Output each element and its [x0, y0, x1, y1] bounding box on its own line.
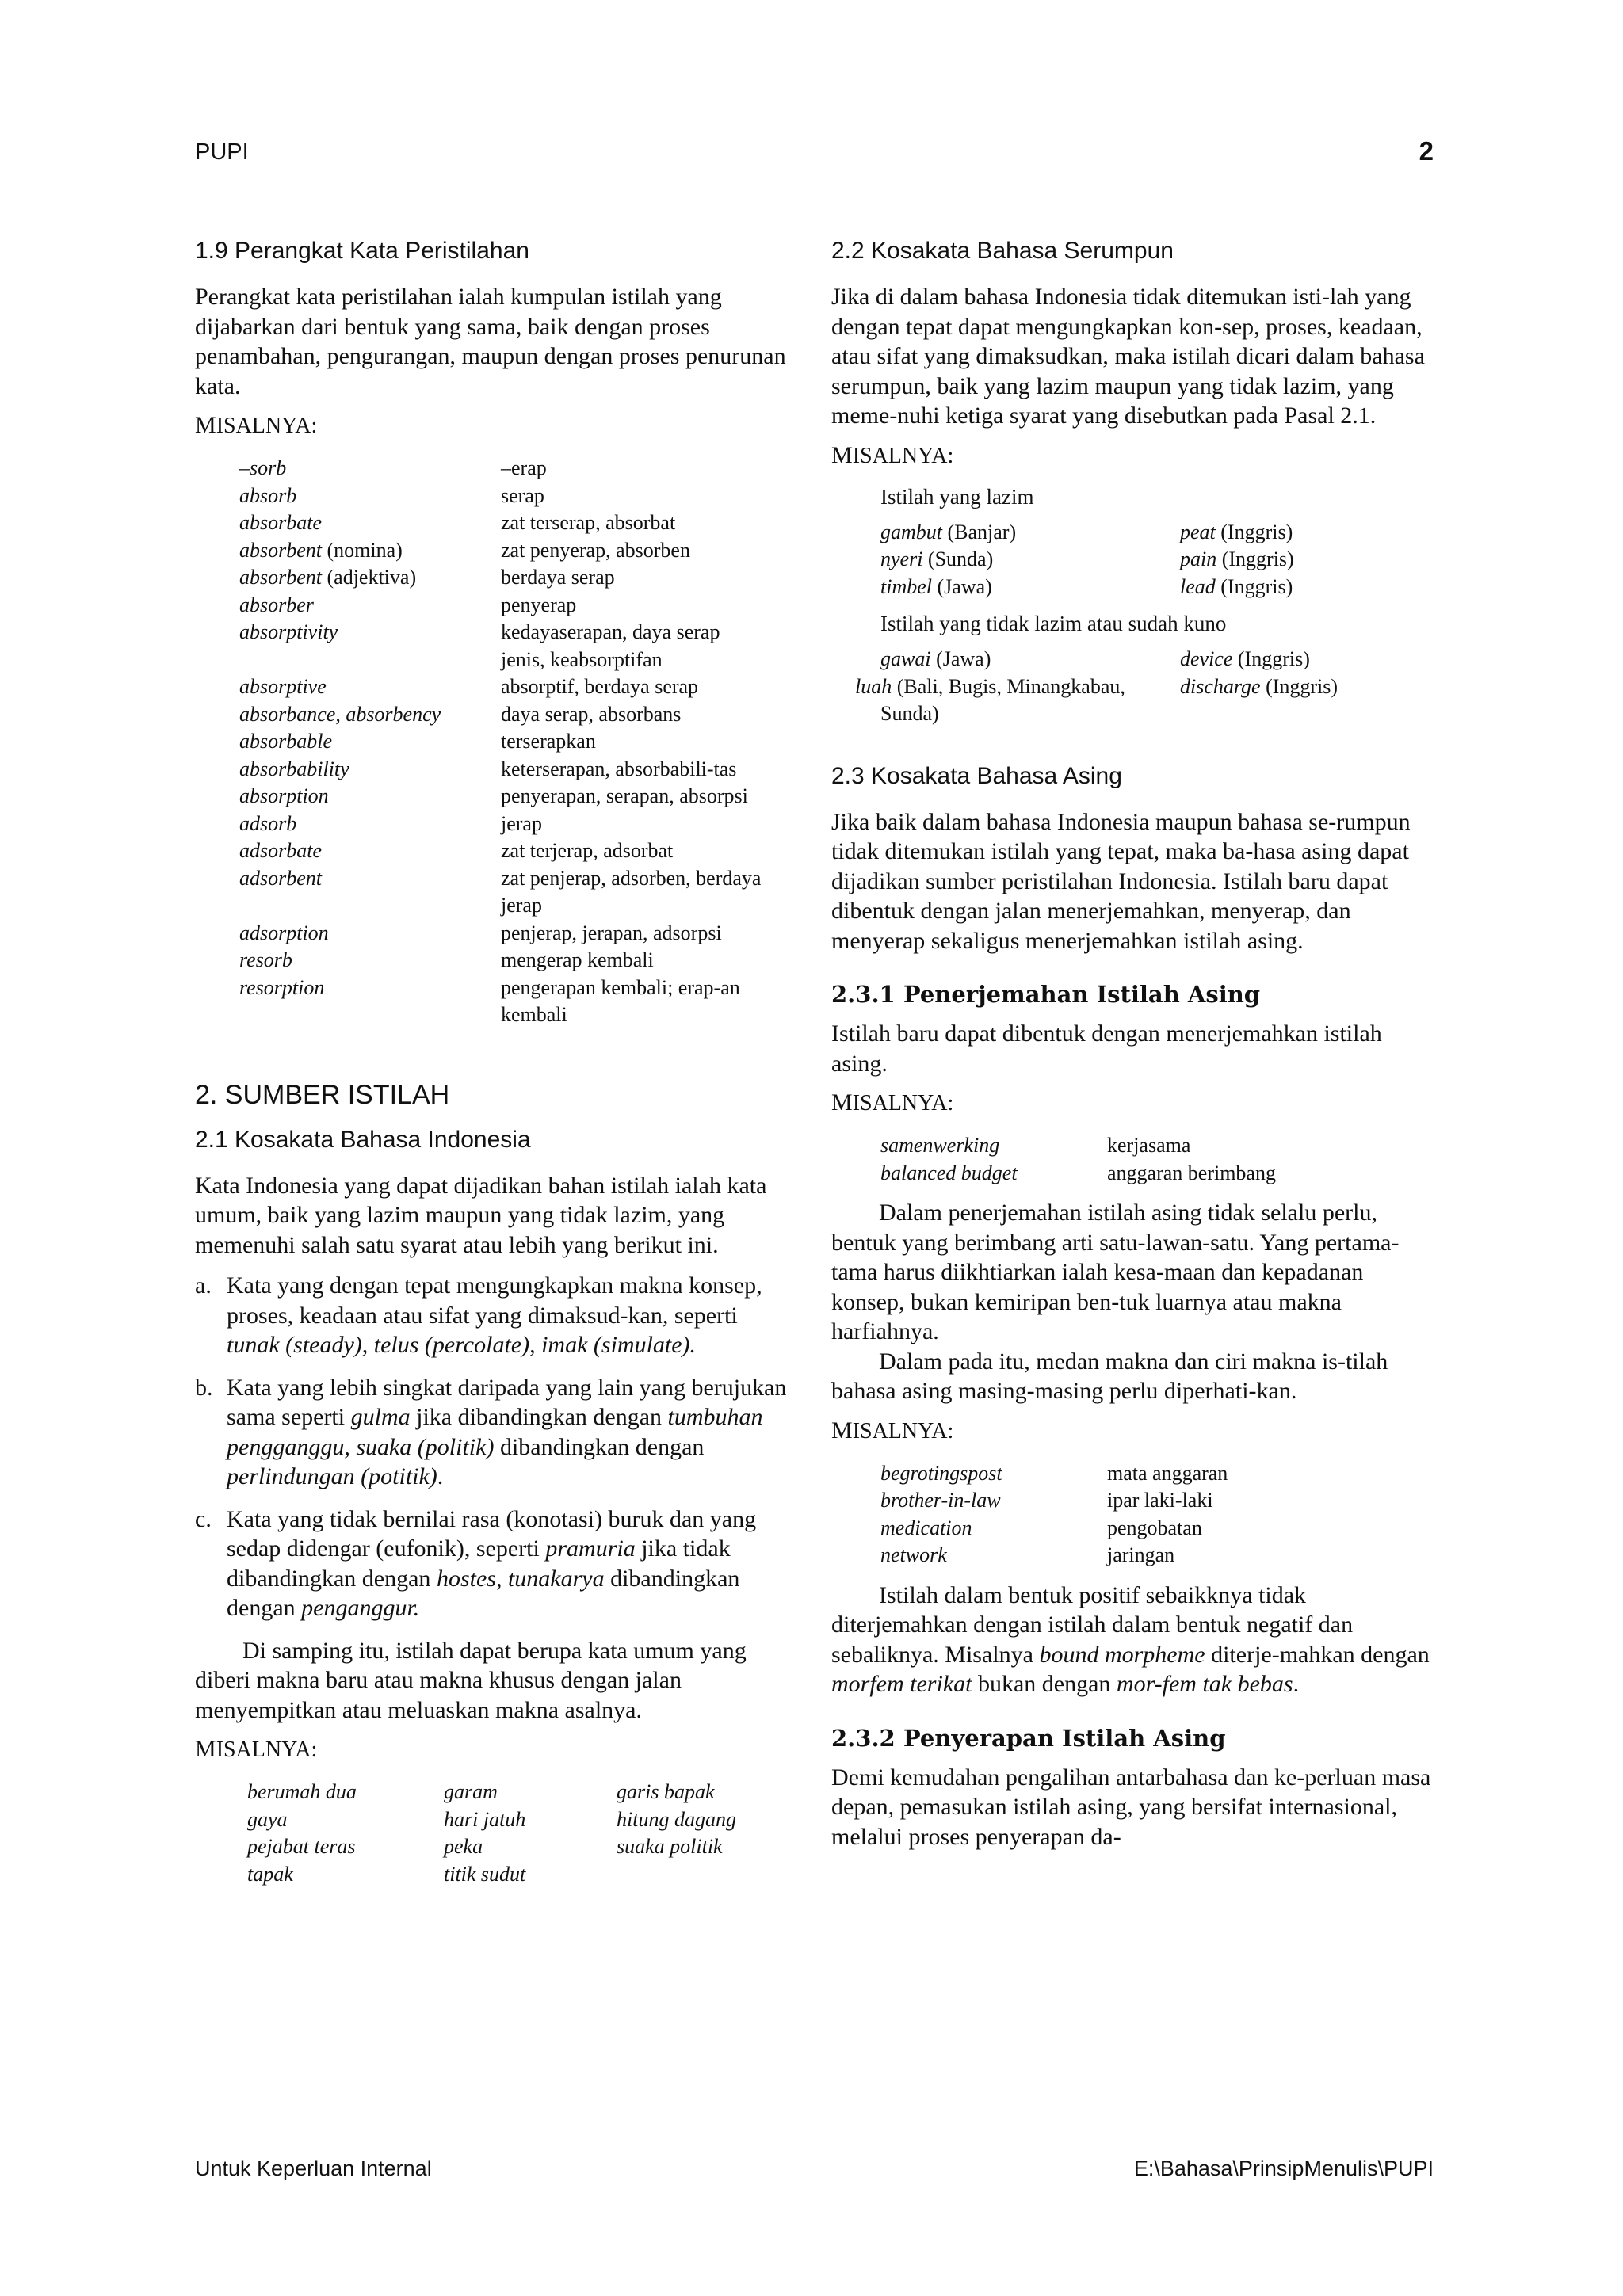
table-row: [239, 455, 762, 482]
misalnya-label: MISALNYA:: [831, 1089, 954, 1116]
gloss-cell: penyerapan, serapan, absorpsi: [501, 784, 748, 807]
word-cell: gaya: [247, 1807, 288, 1831]
word-cell: [617, 1861, 791, 1889]
gloss-cell: zat penjerap, adsorben, berdaya jerap: [501, 866, 762, 917]
section-2-3-1-p1: Dalam penerjemahan istilah asing tidak selalu perlu, bentuk yang berimbang arti satu-lawan-satu. Yang pertama-tama harus diikhtiarkan ialah kesa-maan dan kepadanan konsep, bukan kemiripan ben-tuk luarnya atau makna harfiahnya.: [831, 1199, 1400, 1344]
table-row: [247, 1779, 791, 1806]
table-row: [880, 546, 1418, 574]
table-row: [239, 673, 762, 701]
section-2-3-1-text: Istilah baru dapat dibentuk dengan menerjemahkan istilah asing.: [831, 1020, 1382, 1077]
section-2-2-text: Jika di dalam bahasa Indonesia tidak ditemukan isti-lah yang dengan tepat dapat mengungkapkan kon-sep, proses, keadaan, atau sifat yang dimaksudkan, maka istilah dicari dalam bahasa serumpun, baik yang lazim maupun yang tidak lazim, yang meme-nuhi ketiga syarat yang disebutkan pada Pasal 2.1.: [831, 284, 1425, 429]
table-row: [239, 592, 762, 620]
gloss-cell: penjerap, jerapan, adsorpsi: [501, 921, 722, 944]
term-cell: absorbate: [239, 511, 322, 534]
foreign-term-cell: balanced budget: [880, 1161, 1018, 1184]
table-row: [247, 1833, 791, 1861]
term-cell: absorber: [239, 593, 314, 616]
misalnya-label: MISALNYA:: [195, 412, 318, 438]
gloss-cell: zat penyerap, absorben: [501, 538, 690, 562]
word-cell: pejabat teras: [247, 1835, 356, 1858]
indonesian-word-cell: timbel (Jawa): [880, 574, 992, 598]
table-row: [239, 756, 762, 784]
foreign-term-cell: medication: [880, 1516, 972, 1539]
table-row: [239, 509, 762, 537]
table-row: [239, 974, 762, 1029]
table-row: [239, 728, 762, 756]
page-number: 2: [1419, 136, 1434, 166]
criteria-b: b. Kata yang lebih singkat daripada yang lain yang berujukan sama seperti gulma jika dibandingkan dengan tumbuhan pengganggu, suaka (politik) dibandingkan dengan perlindungan (potitik).: [195, 1374, 787, 1489]
gloss-cell: absorptif, berdaya serap: [501, 675, 699, 698]
section-2-3-2-text: Demi kemudahan pengalihan antarbahasa dan ke-perluan masa depan, pemasukan istilah asing, yang bersifat internasional, melalui proses penyerapan da-: [831, 1764, 1431, 1850]
gloss-cell: berdaya serap: [501, 566, 615, 589]
table-row: [880, 646, 1418, 673]
subheading-lazim: Istilah yang lazim: [880, 484, 1034, 509]
right-column: [831, 238, 1431, 1863]
gloss-cell: terserapkan: [501, 730, 596, 753]
section-2-3-1-p3: Istilah dalam bentuk positif sebaikknya tidak diterjemahkan dengan istilah dalam bentuk negatif dan sebaliknya. Misalnya bound morpheme diterje-mahkan dengan morfem terikat bukan dengan mor-fem tak bebas.: [831, 1581, 1430, 1697]
gloss-cell: mengerap kembali: [501, 948, 654, 971]
table-row: [239, 783, 762, 810]
term-cell: absorb: [239, 483, 297, 507]
foreign-term-cell: begrotingspost: [880, 1461, 1002, 1485]
english-word-cell: device (Inggris): [1180, 647, 1310, 670]
term-cell: absorptive: [239, 675, 327, 698]
section-1-9-text: Perangkat kata peristilahan ialah kumpulan istilah yang dijabarkan dari bentuk yang sama, baik dengan proses penambahan, pengurangan, maupun dengan proses penurunan kata.: [195, 284, 786, 399]
word-cell: garam: [444, 1780, 498, 1803]
term-cell: absorbance, absorbency: [239, 702, 441, 726]
term-cell: absorbent (adjektiva): [239, 566, 417, 589]
section-2-1-text: Kata Indonesia yang dapat dijadikan bahan istilah ialah kata umum, baik yang lazim maupun yang tidak lazim, yang memenuhi salah satu syarat atau lebih yang berikut ini.: [195, 1172, 767, 1258]
translation-table-2: [880, 1460, 1408, 1569]
gloss-cell: daya serap, absorbans: [501, 702, 682, 726]
gloss-cell: jerap: [501, 811, 542, 835]
serumpun-table-lazim: [880, 519, 1418, 601]
section-2-1-title: 2.1 Kosakata Bahasa Indonesia: [195, 1126, 531, 1153]
term-table-1-9: [239, 455, 762, 1029]
word-cell: garis bapak: [617, 1780, 715, 1803]
english-word-cell: lead (Inggris): [1180, 574, 1293, 598]
gloss-cell: zat terjerap, adsorbat: [501, 839, 674, 862]
english-word-cell: discharge (Inggris): [1180, 674, 1338, 698]
table-row: [247, 1861, 791, 1889]
section-2-3-1-p2: Dalam pada itu, medan makna dan ciri makna is-tilah bahasa asing masing-masing perlu diperhati-kan.: [831, 1348, 1388, 1404]
word-cell: hari jatuh: [444, 1807, 526, 1831]
criteria-a: a. Kata yang dengan tepat mengungkapkan makna konsep, proses, keadaan atau sifat yang dimaksud-kan, seperti tunak (steady), telus (percolate), imak (simulate).: [195, 1272, 762, 1358]
gloss-cell: pengobatan: [1107, 1516, 1202, 1539]
table-row: [239, 482, 762, 510]
gloss-cell: zat terserap, absorbat: [501, 511, 676, 534]
section-2-3-2-title: 2.3.2 Penyerapan Istilah Asing: [831, 1724, 1226, 1752]
gloss-cell: anggaran berimbang: [1107, 1161, 1276, 1184]
section-2-3-1-title: 2.3.1 Penerjemahan Istilah Asing: [831, 981, 1261, 1008]
table-row: [239, 865, 762, 920]
criteria-list: [195, 1271, 795, 1623]
table-row: [880, 1160, 1408, 1188]
table-row: [239, 619, 762, 673]
misalnya-label: MISALNYA:: [195, 1736, 318, 1762]
table-row: [880, 673, 1418, 728]
gloss-cell: kerjasama: [1107, 1134, 1191, 1157]
table-row: [880, 1487, 1408, 1515]
term-cell: absorption: [239, 784, 329, 807]
section-1-9-title: 1.9 Perangkat Kata Peristilahan: [195, 238, 529, 264]
table-row: [880, 574, 1418, 601]
gloss-cell: penyerap: [501, 593, 577, 616]
word-cell: berumah dua: [247, 1780, 357, 1803]
footer-left: Untuk Keperluan Internal: [195, 2157, 432, 2180]
term-cell: adsorbent: [239, 866, 322, 890]
indonesian-word-cell: luah (Bali, Bugis, Minangkabau, Sunda): [855, 674, 1125, 725]
table-row: [239, 837, 762, 865]
serumpun-table-kuno: [855, 646, 1418, 728]
table-row: [239, 810, 762, 838]
gloss-cell: –erap: [501, 456, 547, 479]
serumpun-examples: [855, 484, 1431, 728]
table-row: [880, 519, 1418, 547]
table-row: [239, 537, 762, 565]
gloss-cell: mata anggaran: [1107, 1461, 1228, 1485]
section-2-3-title: 2.3 Kosakata Bahasa Asing: [831, 762, 1122, 789]
section-2-2-title: 2.2 Kosakata Bahasa Serumpun: [831, 238, 1174, 264]
english-word-cell: peat (Inggris): [1180, 520, 1293, 543]
term-cell: absorptivity: [239, 620, 338, 643]
word-cell: suaka politik: [617, 1835, 723, 1858]
term-cell: resorb: [239, 948, 292, 971]
subheading-tidak-lazim: Istilah yang tidak lazim atau sudah kuno: [880, 612, 1227, 635]
table-row: [247, 1806, 791, 1834]
section-2-1-text2: Di samping itu, istilah dapat berupa kata umum yang diberi makna baru atau makna khusus dengan jalan menyempitkan atau meluaskan makna asalnya.: [195, 1637, 747, 1723]
gloss-cell: jaringan: [1107, 1543, 1175, 1566]
misalnya-label: MISALNYA:: [831, 1417, 954, 1444]
translation-table-1: [880, 1132, 1408, 1187]
term-cell: resorption: [239, 975, 325, 999]
term-cell: adsorption: [239, 921, 329, 944]
misalnya-label: MISALNYA:: [831, 441, 954, 468]
indonesian-word-cell: gawai (Jawa): [880, 647, 991, 670]
section-2-title: 2. SUMBER ISTILAH: [195, 1079, 450, 1110]
indonesian-word-cell: gambut (Banjar): [880, 520, 1017, 543]
table-row: [239, 920, 762, 948]
indonesian-word-cell: nyeri (Sunda): [880, 547, 994, 570]
term-cell: absorbability: [239, 757, 349, 780]
footer-right: E:\Bahasa\PrinsipMenulis\PUPI: [1133, 2157, 1434, 2180]
header-title: PUPI: [195, 139, 249, 165]
english-word-cell: pain (Inggris): [1180, 547, 1294, 570]
word-cell: tapak: [247, 1862, 293, 1886]
gloss-cell: pengerapan kembali; erap-an kembali: [501, 975, 740, 1026]
word-cell: hitung dagang: [617, 1807, 736, 1831]
term-cell: –sorb: [239, 456, 287, 479]
term-cell: absorbent (nomina): [239, 538, 403, 562]
table-row: [239, 947, 762, 974]
gloss-cell: serap: [501, 483, 544, 507]
table-row: [239, 564, 762, 592]
gloss-cell: kedayaserapan, daya serap jenis, keabsorptifan: [501, 620, 720, 671]
foreign-term-cell: brother-in-law: [880, 1489, 1001, 1512]
gloss-cell: keterserapan, absorbabili-tas: [501, 757, 737, 780]
foreign-term-cell: samenwerking: [880, 1134, 1000, 1157]
term-cell: absorbable: [239, 730, 332, 753]
table-row: [880, 1515, 1408, 1543]
table-row: [239, 701, 762, 729]
term-cell: adsorbate: [239, 839, 322, 862]
table-row: [880, 1460, 1408, 1488]
term-cell: adsorb: [239, 811, 297, 835]
left-column: [195, 238, 795, 1888]
foreign-term-cell: network: [880, 1543, 947, 1566]
table-row: [880, 1132, 1408, 1160]
word-cell: peka: [444, 1835, 483, 1858]
word-table-2-1: [247, 1779, 791, 1888]
table-row: [880, 1542, 1408, 1569]
criteria-c: c. Kata yang tidak bernilai rasa (konotasi) buruk dan yang sedap didengar (eufonik), seperti pramuria jika tidak dibandingkan dengan hostes, tunakarya dibandingkan dengan penganggur.: [195, 1505, 757, 1621]
section-2-3-text: Jika baik dalam bahasa Indonesia maupun bahasa se-rumpun tidak ditemukan istilah yang tepat, maka ba-hasa asing dapat dijadikan sumber peristilahan Indonesia. Istilah baru dapat dibentuk dengan jalan menerjemahkan, menyerap, dan menyerap sekaligus menerjemahkan istilah asing.: [831, 808, 1411, 954]
gloss-cell: ipar laki-laki: [1107, 1489, 1213, 1512]
word-cell: titik sudut: [444, 1862, 526, 1886]
